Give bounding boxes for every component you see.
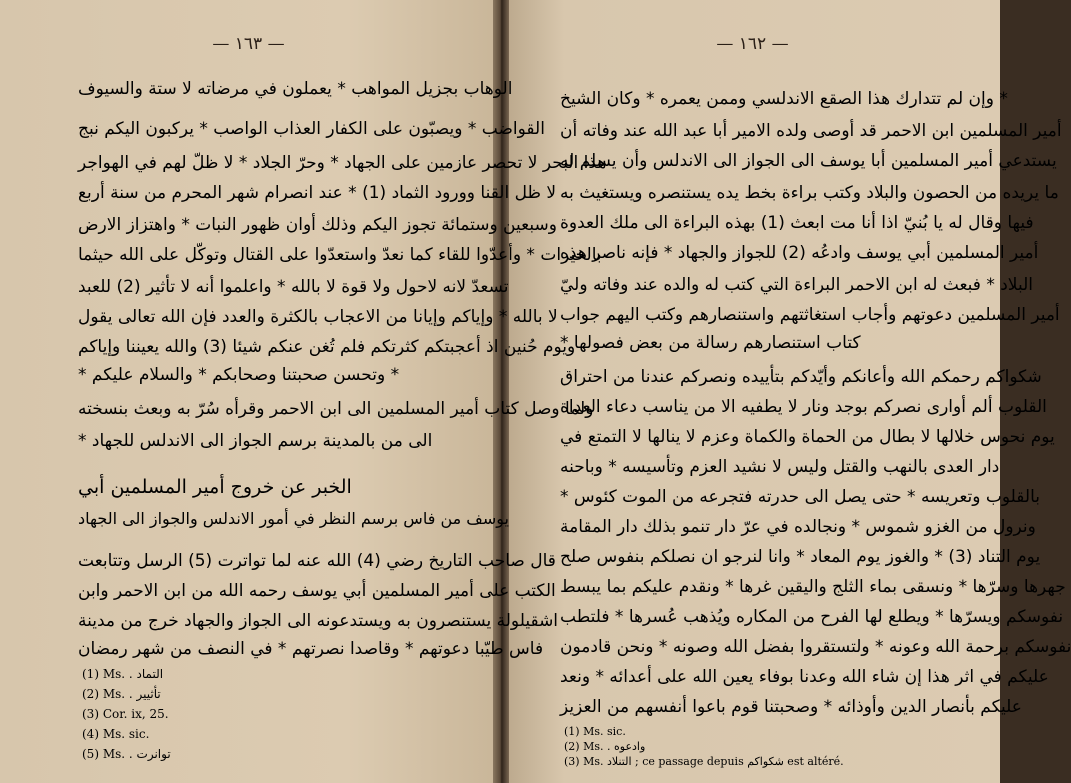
text-line: فيها وقال له يا بُنيّ اذا أنا مت ابعث (1) بهذه البراءة الى ملك العدوة <box>560 213 1034 233</box>
text-line: عليكم بأنصار الدين وأوذائه * وصحبتنا قوم باعوا أنفسهم من العزيز <box>560 697 1022 717</box>
text-line: نفوسكم برحمة الله وعونه * ولتستقروا بفضل الله وصونه * ونحن قادمون <box>560 637 1071 657</box>
text-line: جهرها وسرّها * ونسقى بماء الثلج واليقين غرها * ونقدم عليكم بما يبسط <box>560 577 1066 597</box>
text-line: ويوم حُنين اذ أعجبتكم كثرتكم فلم تُغن عنكم شيئا (3) والله يعيننا وإياكم <box>78 337 576 357</box>
text-line: قال صاحب التاريخ رضي (4) الله عنه لما تواترت (5) الرسل وتتابعت <box>78 551 556 571</box>
text-line: ونرول من الغزو شموس * ونجالده في عرّ دار تنمو بذلك دار المقامة <box>560 517 1036 537</box>
text-line: دار العدى بالنهب والقتل وليس لا نشيد العزم وتأسيسه * وباحنه <box>560 457 1000 477</box>
text-line: نفوسكم ويسرّها * ويطلع لها الفرح من المكاره ويُذهب عُسرها * فلتطب <box>560 607 1064 627</box>
text-line: يوم التناد (3) * والغوز يوم المعاد * وانا لنرجو ان نصلكم بنفوس صلح <box>560 547 1041 567</box>
text-line: كتاب استنصارهم رسالة من بعض فصولها * <box>560 333 861 353</box>
text-line: البلاد * فبعث له ابن الاحمر البراءة التي كتب له والده عند وفاته وليّ <box>560 275 1033 295</box>
text-line: ولما وصل كتاب أمير المسلمين الى ابن الاحمر وقرأه سُرّ به وبعث بنسخته <box>78 399 594 419</box>
text-line: * وتحسن صحبتنا وصحابكم * والسلام عليكم * <box>78 365 400 385</box>
section-subheading: يوسف من فاس برسم النظر في أمور الاندلس والجواز الى الجهاد <box>78 509 509 528</box>
footnote: (4) Ms. sic. <box>82 727 150 741</box>
footnote: (2) Ms. تأثيير . <box>82 687 161 701</box>
text-line: تسعدّ لانه لاحول ولا قوة لا بالله * واعلموا أنه لا تأثير (2) للعبد <box>78 277 509 297</box>
text-line: شكواكم رحمكم الله وأعانكم وأيّدكم بتأييده ونصركم عندنا من احتراق <box>560 367 1042 387</box>
footnote: (1) Ms. sic. <box>564 725 626 738</box>
text-line: فاس طيّبا دعوتهم * وقاصدا نصرتهم * في النصف من شهر رمضان <box>78 639 544 659</box>
text-line: هذا البحر لا تحصر عازمين على الجهاد * وحرّ الجلاد * لا ظلّ لهم في الهواجر <box>78 153 607 173</box>
text-line: ما يريده من الحصون والبلاد وكتب براءة بخط يده يستنصره ويستغيث به <box>560 183 1059 203</box>
text-line: لا ظل القنا وورود الثماد (1) * عند انصرام شهر المحرم من سنة أربع <box>78 183 557 203</box>
text-line: أمير المسلمين ابن الاحمر قد أوصى ولده الامير أبا عبد الله عند وفاته أن <box>560 121 1062 141</box>
footnote: (2) Ms. وادعوه . <box>564 740 646 753</box>
footnote: (3) Ms. التنلاد ; ce passage depuis شكواكم est altéré. <box>564 755 844 768</box>
page-number: — ١٦٢ — <box>716 34 789 54</box>
text-line: يوم نحوس خلالها لا بطال من الحماة والكماة وعزم لا ينالها لا التمتع في <box>560 427 1055 447</box>
text-line: وسبعين وستمائة تجوز اليكم وذلك أوان ظهور النبات * واهتزاز الارض <box>78 215 557 235</box>
text-line: الى من بالمدينة برسم الجواز الى الاندلس للجهاد * <box>78 431 433 451</box>
text-line: لا بالله * وإياكم وإيانا من الاعجاب بالكثرة والعدد فإن الله تعالى يقول <box>78 307 558 327</box>
footnote: (1) Ms. التماد . <box>82 667 164 681</box>
section-heading: الخبر عن خروج أمير المسلمين أبي <box>78 476 352 498</box>
text-line: أمير المسلمين دعوتهم وأجاب استغاثتهم واستنصارهم وكتب اليهم جواب <box>560 305 1060 325</box>
text-line: القلوب ألم أوارى نصركم بوجد ونار لا يطفيه الا من يناسب دعاء العداة <box>560 397 1047 417</box>
text-line: الوهاب بجزيل المواهب * يعملون في مرضاته لا ستة والسيوف <box>78 79 513 99</box>
text-line: يستدعي أمير المسلمين أبا يوسف الى الجواز الى الاندلس وأن يسلم له <box>560 151 1057 171</box>
text-line: اشقيلولة يستنصرون به ويستدعونه الى الجواز والجهاد خرج من مدينة <box>78 611 559 631</box>
page-number: — ١٦٣ — <box>212 34 285 54</box>
footnote: (5) Ms. توانرت . <box>82 747 171 761</box>
text-line: القواضب * ويصبّون على الكفار العذاب الواصب * يركبون اليكم نبج <box>78 119 545 139</box>
text-line: الكتب على أمير المسلمين أبي يوسف رحمه الله من ابن الاحمر وابن <box>78 581 556 601</box>
text-line: بالخيرات * وأعدّوا للقاء كما نعدّ واستعدّوا على القتال وتوكّل على الله حيثما <box>78 245 602 265</box>
footnote: (3) Cor. ix, 25. <box>82 707 169 721</box>
text-line: عليكم في اثر هذا إن شاء الله وعدنا بوفاء يعين الله على أعدائه * ونعد <box>560 667 1049 687</box>
text-line: أمير المسلمين أبي يوسف وادعُه (2) للجواز والجهاد * فإنه ناصر هذه <box>560 243 1039 263</box>
text-line: * وإن لم تتدارك هذا الصقع الاندلسي وممن يعمره * وكان الشيخ <box>560 89 1008 109</box>
text-line: بالقلوب وتعريسه * حتى يصل الى حدرته فتجرعه من الموت كئوس * <box>560 487 1040 507</box>
